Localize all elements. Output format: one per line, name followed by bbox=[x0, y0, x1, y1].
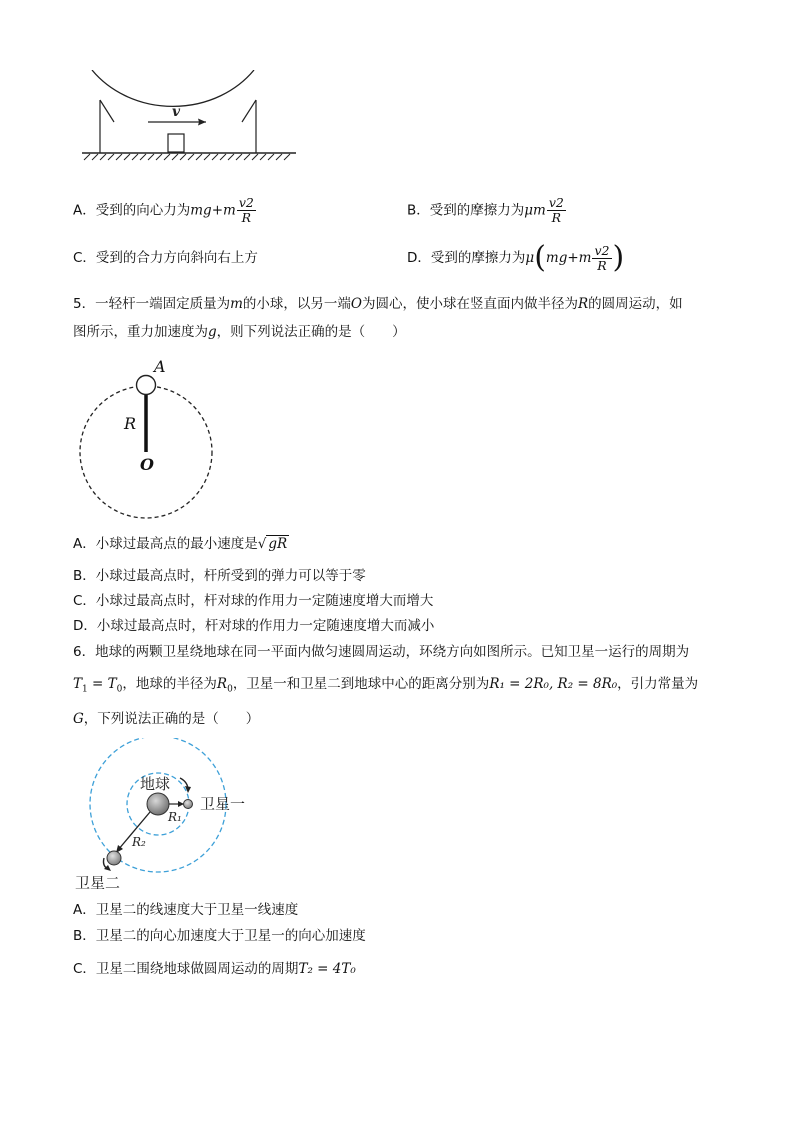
svg-text:R₂: R₂ bbox=[132, 835, 146, 849]
q4-block bbox=[168, 134, 184, 152]
q6-stem-line2: $T_1 = T_0$，地球的半径为$R_0$，卫星一和卫星二到地球中心的距离分别为R₁ = 2R₀, R₂ = 8R₀，引力常量为 bbox=[73, 676, 699, 695]
q5-stem-line1: 5．一轻杆一端固定质量为m的小球，以另一端O为圆心，使小球在竖直面内做半径为R的圆周运动，如 bbox=[73, 296, 683, 312]
q5-option-d: D．小球过最高点时，杆对球的作用力一定随速度增大而减小 bbox=[73, 618, 435, 634]
q4-bowl-arc bbox=[92, 70, 254, 106]
q4-option-d: D．受到的摩擦力为μ(mg+m $\frac{v2}{R}$ ) bbox=[407, 240, 625, 275]
q6-option-a: A．卫星二的线速度大于卫星一线速度 bbox=[73, 902, 299, 918]
q5-stem-line2: 图所示，重力加速度为g，则下列说法正确的是（ ） bbox=[73, 324, 406, 340]
q4-velocity-label: v bbox=[172, 104, 181, 120]
q5-option-c: C．小球过最高点时，杆对球的作用力一定随速度增大而增大 bbox=[73, 593, 434, 609]
q6-stem-line1: 6．地球的两颗卫星绕地球在同一平面内做匀速圆周运动，环绕方向如图所示。已知卫星一运行的周期为 bbox=[73, 644, 690, 660]
svg-text:卫星一: 卫星一 bbox=[200, 795, 246, 813]
q6-option-b: B．卫星二的向心加速度大于卫星一的向心加速度 bbox=[73, 928, 366, 944]
q4-figure bbox=[78, 70, 300, 162]
svg-text:A: A bbox=[154, 357, 166, 376]
svg-text:R₁: R₁ bbox=[168, 810, 182, 824]
q6-satellite-two bbox=[107, 851, 121, 865]
q5-ball bbox=[137, 376, 156, 395]
q6-option-c: C．卫星二围绕地球做圆周运动的周期T₂ = 4T₀ bbox=[73, 961, 356, 977]
q6-satellite-one bbox=[184, 800, 193, 809]
q5-option-a: A．小球过最高点的最小速度是√ gR bbox=[73, 536, 288, 552]
q4-option-b: B．受到的摩擦力为μm $\frac{v2}{R}$ bbox=[407, 195, 564, 225]
q5-figure bbox=[76, 352, 226, 522]
svg-text:地球: 地球 bbox=[140, 775, 171, 793]
svg-text:R: R bbox=[124, 414, 137, 433]
svg-text:O: O bbox=[140, 455, 154, 474]
svg-text:卫星二: 卫星二 bbox=[75, 874, 121, 892]
q5-option-b: B．小球过最高点时，杆所受到的弹力可以等于零 bbox=[73, 568, 366, 584]
q6-figure bbox=[70, 738, 270, 894]
q4-option-c: C．受到的合力方向斜向右上方 bbox=[73, 250, 258, 266]
q6-stem-line3: G，下列说法正确的是（ ） bbox=[73, 711, 260, 727]
q6-earth bbox=[147, 793, 169, 815]
q4-option-a: A．受到的向心力为mg+m $\frac{v2}{R}$ bbox=[73, 195, 254, 225]
